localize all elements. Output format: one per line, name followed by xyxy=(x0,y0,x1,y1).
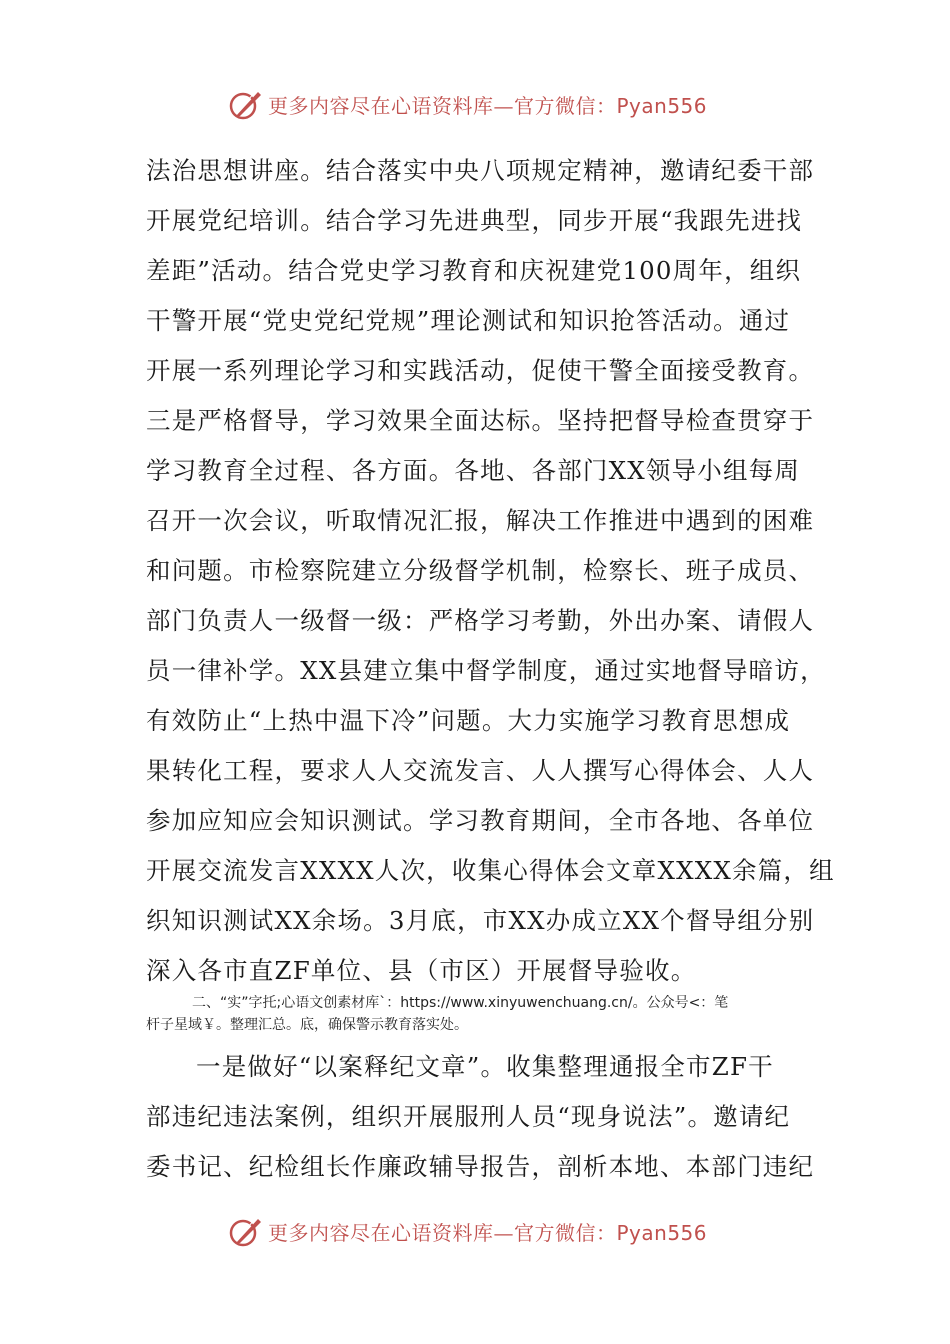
text-line: 干警开展“党史党纪党规”理论测试和知识抢答活动。通过 xyxy=(146,306,791,335)
note-line: 杆子星域￥。整理汇总。底，确保警示教育落实处。 xyxy=(146,1017,468,1033)
text-line: 参加应知应会知识测试。学习教育期间，全市各地、各单位 xyxy=(146,806,815,835)
paragraph-1 xyxy=(146,146,835,996)
banner-main-text: 更多内容尽在心语资料库—官方微信： xyxy=(268,1220,617,1245)
text-line: 织知识测试XX余场。3月底，市XX办成立XX个督导组分别 xyxy=(146,906,815,935)
text-line: 和问题。市检察院建立分级督学机制，检察长、班子成员、 xyxy=(146,556,815,585)
text-line: 部门负责人一级督一级：严格学习考勤，外出办案、请假人 xyxy=(146,606,815,635)
text-line: 开展党纪培训。结合学习先进典型，同步开展“我跟先进找 xyxy=(146,206,803,235)
text-line: 委书记、纪检组长作廉政辅导报告，剖析本地、本部门违纪 xyxy=(146,1152,815,1181)
banner-wechat-id: Pyan556 xyxy=(616,93,708,118)
text-line: 学习教育全过程、各方面。各地、各部门XX领导小组每周 xyxy=(146,456,801,485)
note-line: 二、“实”字托;心语文创素材库`：https://www.xinyuwenchuang.cn/。公众号<：笔 xyxy=(192,995,729,1011)
text-line: 法治思想讲座。结合落实中央八项规定精神，邀请纪委干部 xyxy=(146,156,815,185)
text-line: 召开一次会议，听取情况汇报，解决工作推进中遇到的困难 xyxy=(146,506,815,535)
text-line: 深入各市直ZF单位、县（市区）开展督导验收。 xyxy=(146,956,697,985)
text-line: 一是做好“以案释纪文章”。收集整理通报全市ZF干 xyxy=(196,1052,774,1081)
text-line: 有效防止“上热中温下冷”问题。大力实施学习教育思想成 xyxy=(146,706,791,735)
text-line: 员一律补学。XX县建立集中督学制度，通过实地督导暗访， xyxy=(146,656,826,685)
banner-text xyxy=(268,90,707,119)
text-line: 三是严格督导，学习效果全面达标。坚持把督导检查贯穿于 xyxy=(146,406,815,435)
text-line: 部违纪违法案例，组织开展服刑人员“现身说法”。邀请纪 xyxy=(146,1102,791,1131)
banner-wechat-id: Pyan556 xyxy=(616,1220,708,1245)
banner-main-text: 更多内容尽在心语资料库—官方微信： xyxy=(268,93,617,118)
paragraph-2 xyxy=(146,1042,826,1192)
text-line: 差距”活动。结合党史学习教育和庆祝建党100周年，组织 xyxy=(146,256,802,285)
footer-banner xyxy=(228,1211,728,1251)
header-banner xyxy=(228,84,728,124)
quill-logo-icon xyxy=(228,86,264,122)
text-line: 开展一系列理论学习和实践活动，促使干警全面接受教育。 xyxy=(146,356,815,385)
text-line: 开展交流发言XXXX人次，收集心得体会文章XXXX余篇，组 xyxy=(146,856,835,885)
watermark-note xyxy=(146,992,816,1036)
banner-text xyxy=(268,1217,707,1246)
text-line: 果转化工程，要求人人交流发言、人人撰写心得体会、人人 xyxy=(146,756,815,785)
quill-logo-icon xyxy=(228,1213,264,1249)
